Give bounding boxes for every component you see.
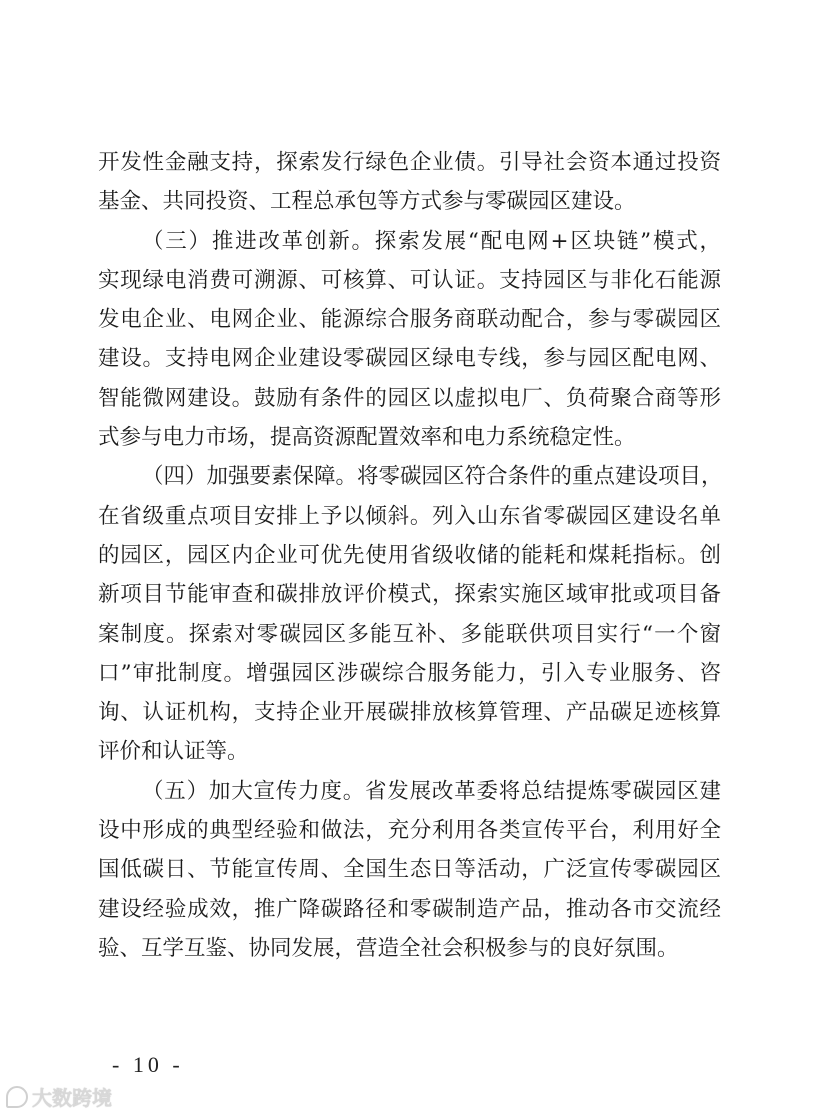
document-body (98, 143, 721, 968)
paragraph (98, 143, 721, 222)
page-number: - 10 - (112, 1052, 184, 1077)
text-line: 验、互学互鉴、协同发展，营造全社会积极参与的良好氛围。 (98, 935, 679, 961)
text-line: （五）加大宣传力度。省发展改革委将总结提炼零碳园区建 (142, 778, 721, 804)
text-line: 智能微网建设。鼓励有条件的园区以虚拟电厂、负荷聚合商等形 (98, 385, 721, 411)
text-line: 新项目节能审查和碳排放评价模式，探索实施区域审批或项目备 (98, 582, 721, 608)
text-line: 建设。支持电网企业建设零碳园区绿电专线，参与园区配电网、 (98, 346, 721, 372)
text-line: （四）加强要素保障。将零碳园区符合条件的重点建设项目， (142, 464, 723, 490)
paragraph (98, 772, 721, 968)
watermark-text: 大数跨境 (32, 1086, 112, 1110)
watermark (6, 1082, 112, 1111)
text-line: 建设经验成效，推广降碳路径和零碳制造产品，推动各市交流经 (98, 896, 721, 922)
text-line: 询、认证机构，支持企业开展碳排放核算管理、产品碳足迹核算 (98, 700, 721, 726)
text-line: 开发性金融支持，探索发行绿色企业债。引导社会资本通过投资 (98, 150, 721, 175)
text-line: 案制度。探索对零碳园区多能互补、多能联供项目实行“一个窗 (98, 621, 721, 647)
text-line: 口”审批制度。增强园区涉碳综合服务能力，引入专业服务、咨 (98, 660, 721, 686)
text-line: 的园区，园区内企业可优先使用省级收储的能耗和煤耗指标。创 (98, 542, 721, 568)
text-line: 实现绿电消费可溯源、可核算、可认证。支持园区与非化石能源 (98, 267, 721, 293)
text-line: 式参与电力市场，提高资源配置效率和电力系统稳定性。 (98, 425, 636, 451)
text-line: 评价和认证等。 (98, 739, 249, 765)
paragraph (98, 222, 721, 458)
text-line: 在省级重点项目安排上予以倾斜。列入山东省零碳园区建设名单 (98, 503, 721, 529)
text-line: 发电企业、电网企业、能源综合服务商联动配合，参与零碳园区 (98, 307, 721, 333)
text-line: （三）推进改革创新。探索发展“配电网+区块链”模式， (142, 228, 721, 254)
text-line: 设中形成的典型经验和做法，充分利用各类宣传平台，利用好全 (98, 818, 721, 844)
text-line: 国低碳日、节能宣传周、全国生态日等活动，广泛宣传零碳园区 (98, 857, 721, 883)
paragraph (98, 457, 721, 771)
text-line: 基金、共同投资、工程总承包等方式参与零碳园区建设。 (98, 189, 636, 215)
watermark-logo-icon (6, 1086, 28, 1108)
